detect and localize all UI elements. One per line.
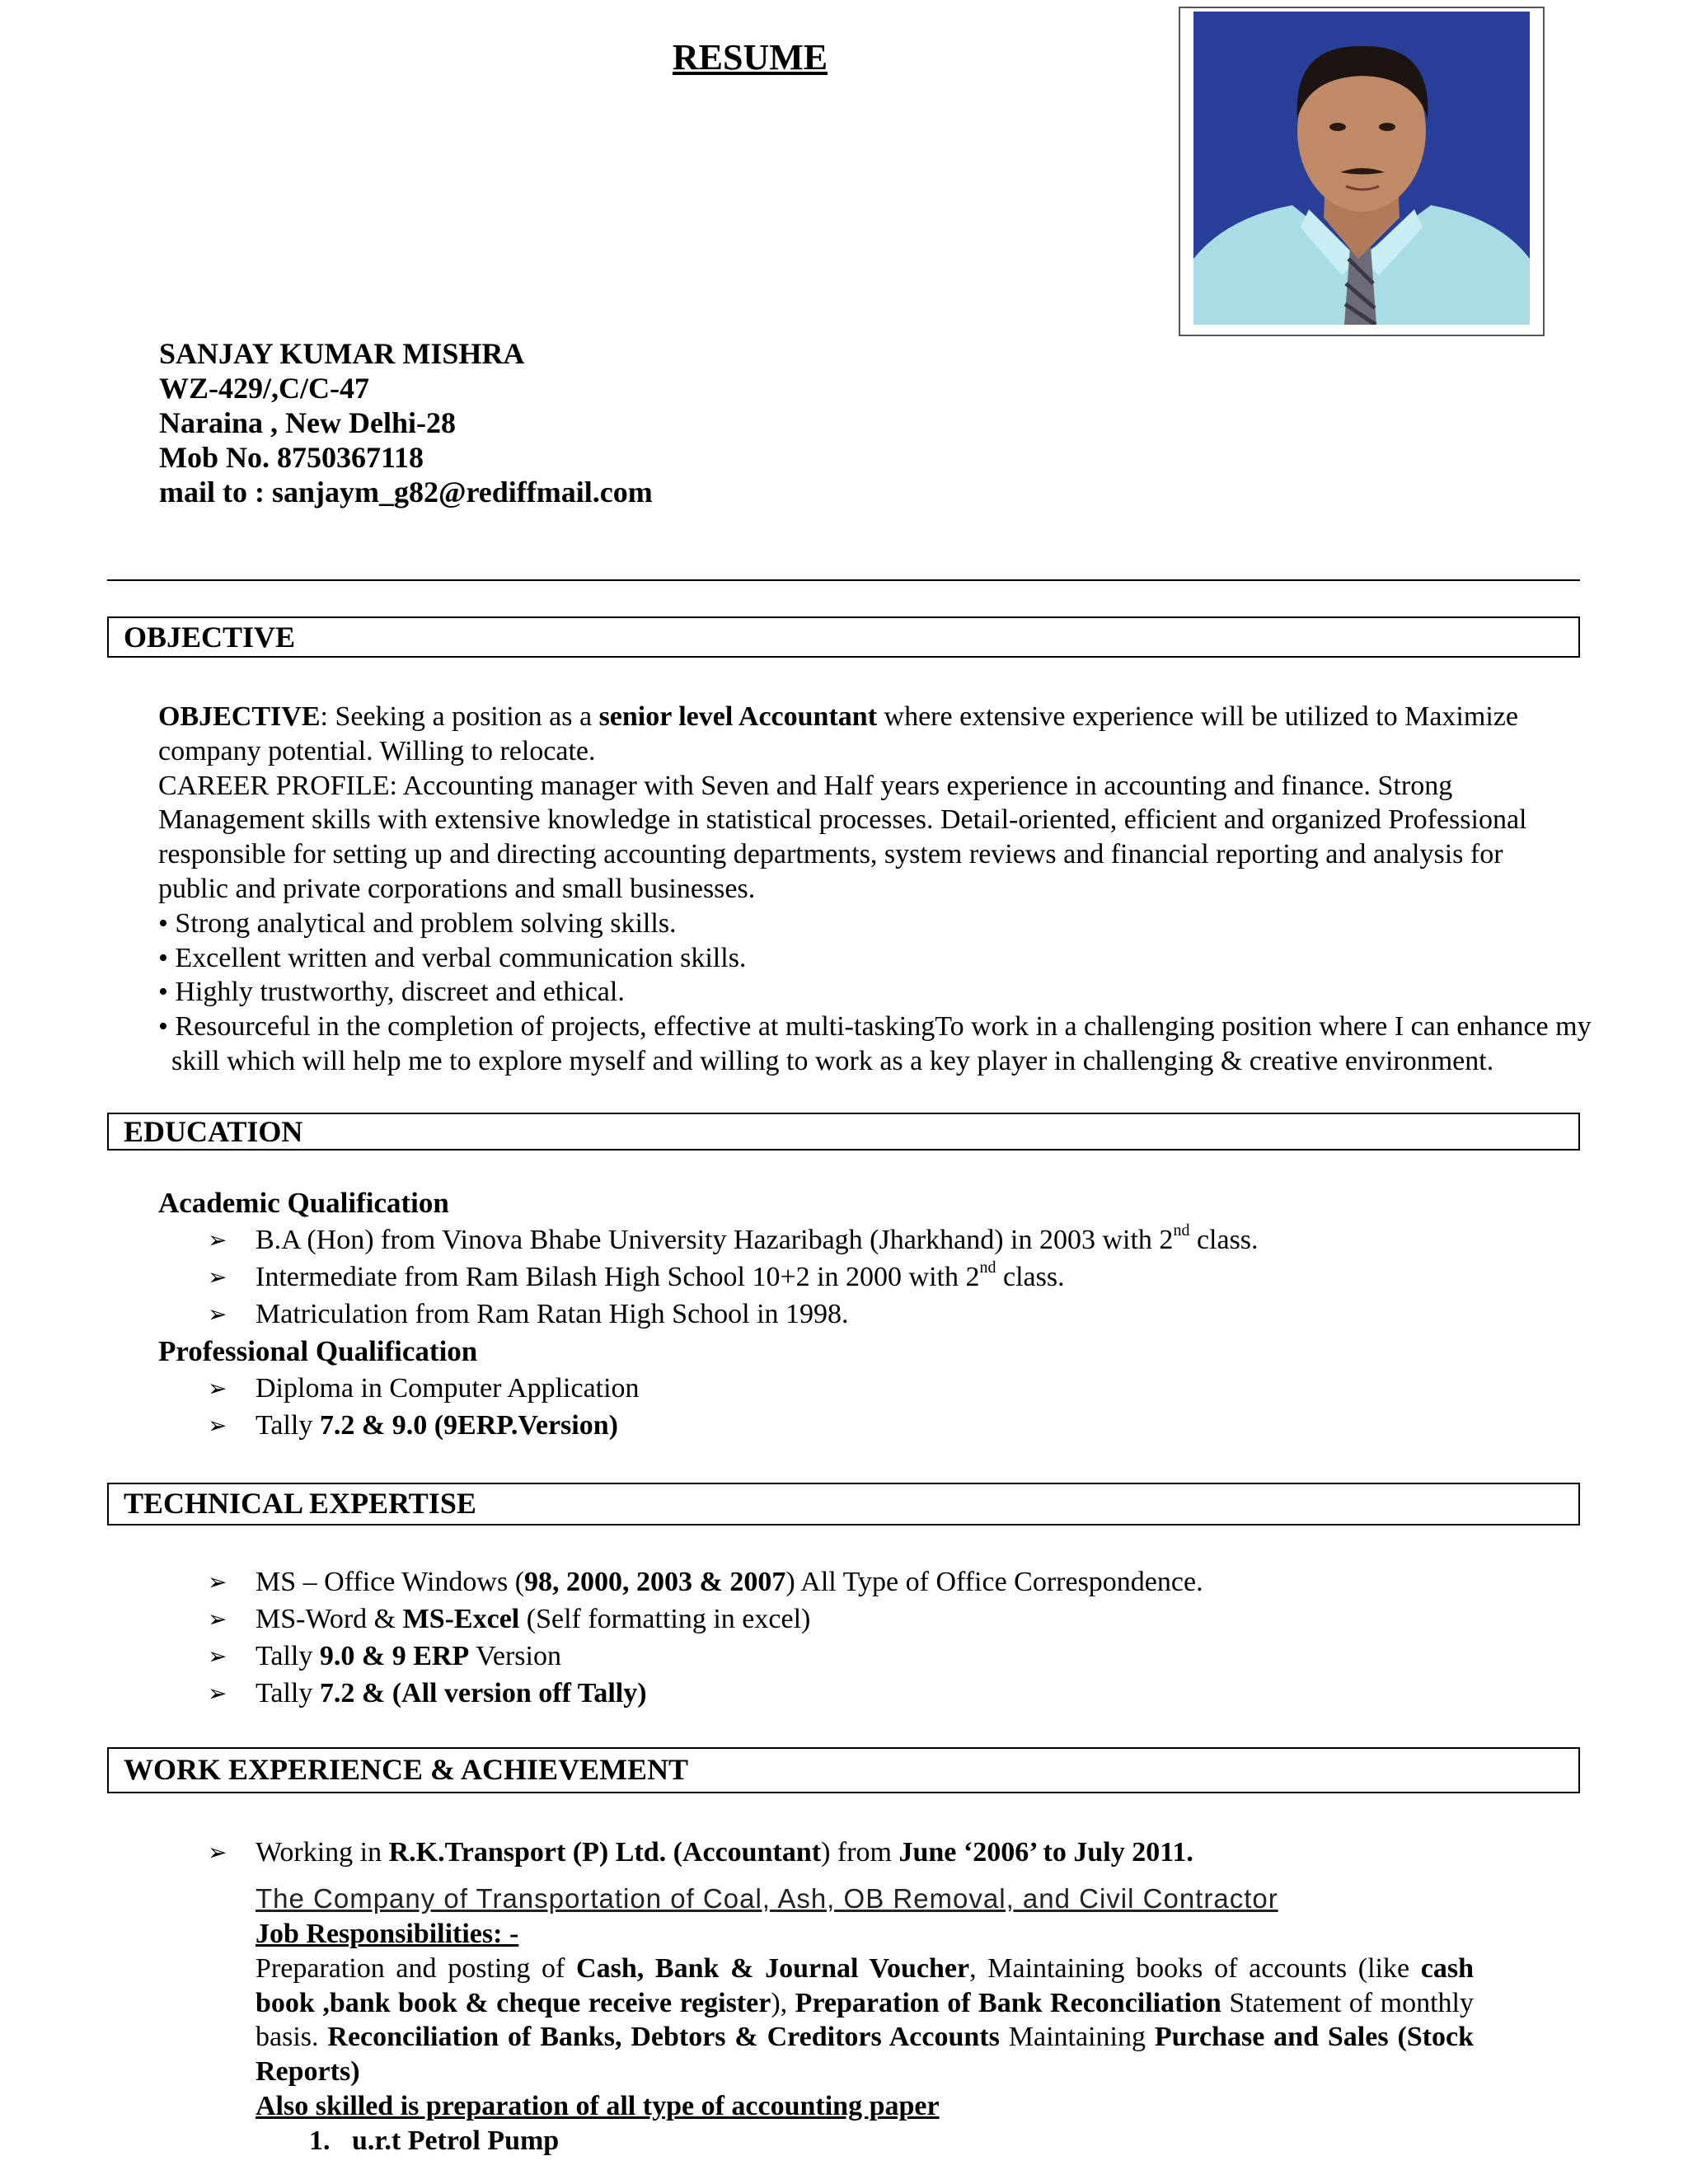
technical-block (158, 1563, 1559, 1712)
list-item: ➢ Intermediate from Ram Bilash High School 10+2 in 2000 with 2nd class. (158, 1258, 1559, 1296)
candidate-name: SANJAY KUMAR MISHRA (159, 337, 525, 370)
list-item: ➢ Tally 7.2 & (All version off Tally) (158, 1675, 1559, 1712)
list-item: ➢ Tally 9.0 & 9 ERP Version (158, 1638, 1559, 1675)
education-block (158, 1184, 1559, 1444)
strengths-list (158, 907, 1625, 1079)
arrow-bullet-icon: ➢ (208, 1412, 227, 1439)
list-item: ➢ Matriculation from Ram Ratan High School in 1998. (158, 1296, 1559, 1333)
academic-list (158, 1221, 1559, 1333)
list-item: ➢ Tally 7.2 & 9.0 (9ERP.Version) (158, 1407, 1559, 1444)
divider (107, 579, 1580, 581)
numbered-item (256, 2124, 1474, 2158)
objective-statement: OBJECTIVE: Seeking a position as a senior level Accountant where extensive experience will be utilized to Maximize company potential. Willing to relocate. (158, 701, 1518, 766)
arrow-bullet-icon: ➢ (208, 1375, 227, 1402)
technical-list (158, 1563, 1559, 1712)
professional-heading: Professional Qualification (158, 1335, 478, 1367)
list-item: • Excellent written and verbal communication skills. (158, 942, 747, 973)
arrow-bullet-icon: ➢ (208, 1605, 227, 1633)
item-text: u.r.t Petrol Pump (352, 2125, 560, 2156)
list-item: • Strong analytical and problem solving skills. (158, 907, 677, 939)
work-block (158, 1834, 1477, 1871)
career-profile: CAREER PROFILE: Accounting manager with Seven and Half years experience in accounting and finance. Strong Management skills with extensive knowledge in statistical processes. Detail-oriented, efficient and organized Professional responsible for setting up and directing accounting departments, system reviews and financial reporting and analysis for public and private corporations and small businesses. (158, 770, 1527, 904)
list-item: ➢ B.A (Hon) from Vinova Bhabe University Hazaribagh (Jharkhand) in 2003 with 2nd class. (158, 1221, 1559, 1258)
mobile-number: Mob No. 8750367118 (159, 441, 424, 474)
list-item: • Highly trustworthy, discreet and ethical. (158, 977, 625, 1008)
skilled-note: Also skilled is preparation of all type of accounting paper (256, 2090, 940, 2121)
address-line-1: WZ-429/,C/C-47 (159, 372, 369, 405)
section-header-technical: TECHNICAL EXPERTISE (107, 1483, 1580, 1526)
profile-photo-image (1193, 12, 1530, 325)
job-responsibilities-heading: Job Responsibilities: - (256, 1919, 519, 1949)
job-details (256, 1881, 1474, 2158)
objective-block (158, 700, 1625, 1079)
list-item: ➢ Working in R.K.Transport (P) Ltd. (Accountant) from June ‘2006’ to July 2011. (158, 1834, 1477, 1871)
profile-photo (1179, 7, 1545, 336)
page-title: RESUME (672, 37, 828, 77)
list-item: ➢ Diploma in Computer Application (158, 1370, 1559, 1407)
academic-heading: Academic Qualification (158, 1187, 449, 1219)
email-address: mail to : sanjaym_g82@rediffmail.com (159, 476, 653, 509)
contact-block (159, 336, 653, 509)
item-number: 1. (309, 2125, 331, 2156)
arrow-bullet-icon: ➢ (208, 1568, 227, 1596)
list-item: ➢ MS-Word & MS-Excel (Self formatting in excel) (158, 1601, 1559, 1638)
objective-highlight: senior level Accountant (598, 701, 878, 732)
section-header-education: EDUCATION (107, 1113, 1580, 1151)
objective-label: OBJECTIVE (158, 701, 321, 732)
arrow-bullet-icon: ➢ (208, 1226, 227, 1254)
arrow-bullet-icon: ➢ (208, 1301, 227, 1328)
arrow-bullet-icon: ➢ (208, 1839, 227, 1866)
section-header-work: WORK EXPERIENCE & ACHIEVEMENT (107, 1747, 1580, 1793)
arrow-bullet-icon: ➢ (208, 1680, 227, 1707)
address-line-2: Naraina , New Delhi-28 (159, 406, 456, 439)
professional-list (158, 1370, 1559, 1444)
job-responsibilities-text: Preparation and posting of Cash, Bank & Journal Voucher, Maintaining books of accounts (like cash book ,bank book & cheque receive register), Preparation of Bank Reconciliation Statement of monthly basis. Reconciliation of Banks, Debtors & Creditors Accounts Maintaining Purchase and Sales (Stock Reports) (256, 1952, 1474, 2088)
list-item: ➢ MS – Office Windows (98, 2000, 2003 & 2007) All Type of Office Correspondence. (158, 1563, 1559, 1601)
company-description: The Company of Transportation of Coal, Ash, OB Removal, and Civil Contractor (256, 1883, 1278, 1914)
arrow-bullet-icon: ➢ (208, 1643, 227, 1670)
work-list (158, 1834, 1477, 1871)
section-header-objective: OBJECTIVE (107, 616, 1580, 658)
arrow-bullet-icon: ➢ (208, 1263, 227, 1291)
list-item: • Resourceful in the completion of projects, effective at multi-taskingTo work in a challenging position where I can enhance my skill which will help me to explore myself and willing to work as a key player in challenging & creative environment. (158, 1011, 1592, 1076)
